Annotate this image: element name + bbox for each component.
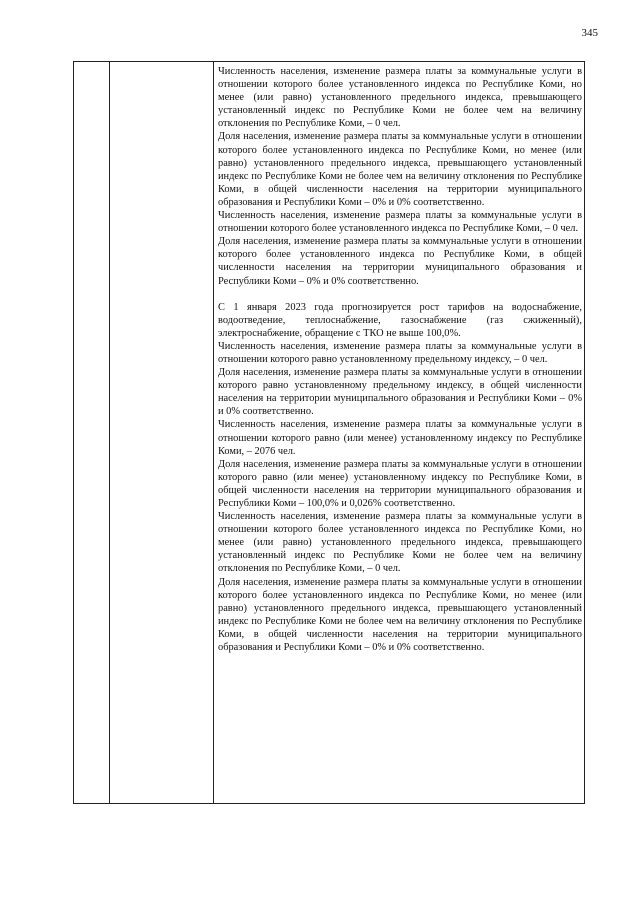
paragraph-population-share-within-index: Доля населения, изменение размера платы за коммунальные услуги в отношении которого равно (или менее) установленному индексу по Республике Коми, в общей численности населения на территории муниципального образования и Республики Коми – 100,0% и 0,026% соответственно. [218,458,582,509]
paragraph-tariff-forecast-2023: С 1 января 2023 года прогнозируется рост тарифов на водоснабжение, водоотведение, теплоснабжение, газоснабжение (газ сжиженный), электроснабжение, обращение с ТКО не выше 100,0%. [218,301,582,339]
column-divider-first [109,62,110,803]
column-divider-second [213,62,214,803]
page-number: 345 [581,27,598,39]
paragraph-population-share-above-index: Доля населения, изменение размера платы за коммунальные услуги в отношении которого более установленного индекса по Республике Коми, но менее (или равно) установленного предельного индекса, превышающего установленный индекс по Республике Коми не более чем на величину отклонения по Республике Коми, в общей численности населения на территории муниципального образования и Республики Коми – 0% и 0% соответственно. [218,131,582,208]
paragraph-population-share-above-limit: Доля населения, изменение размера платы за коммунальные услуги в отношении которого более установленного индекса по Республике Коми, в общей численности населения на территории муниципального образования и Республики Коми – 0% и 0% соответственно. [218,236,582,287]
paragraph-population-count-above-limit: Численность населения, изменение размера платы за коммунальные услуги в отношении которого более установленного индекса по Республике Коми, – 0 чел. [218,210,582,235]
document-table [73,61,585,804]
paragraph-population-count-above-index-2023: Численность населения, изменение размера платы за коммунальные услуги в отношении которого более установленного индекса по Республике Коми, но менее (или равно) установленного предельного индекса, превышающего установленный индекс по Республике Коми не более чем на величину отклонения по Республике Коми, – 0 чел. [218,511,582,575]
paragraph-population-share-above-index-2023: Доля населения, изменение размера платы за коммунальные услуги в отношении которого более установленного индекса по Республике Коми, но менее (или равно) установленного предельного индекса, превышающего установленный индекс по Республике Коми не более чем на величину отклонения по Республике Коми, в общей численности населения на территории муниципального образования и Республики Коми – 0% и 0% соответственно. [218,576,582,654]
paragraph-population-count-within-index: Численность населения, изменение размера платы за коммунальные услуги в отношении которого равно (или менее) установленному индексу по Республике Коми, – 2076 чел. [218,419,582,457]
paragraph-population-share-equal-limit: Доля населения, изменение размера платы за коммунальные услуги в отношении которого равно установленному предельному индексу, в общей численности населения на территории муниципального образования и Республики Коми – 0% и 0% соответственно. [218,367,582,418]
paragraph-population-count-above-index: Численность населения, изменение размера платы за коммунальные услуги в отношении которого более установленного индекса по Республике Коми, но менее (или равно) установленного предельного индекса, превышающего установленный индекс по Республике Коми не более чем на величину отклонения по Республике Коми, – 0 чел. [218,66,582,130]
table-cell-text [218,65,582,654]
paragraph-population-count-equal-limit: Численность населения, изменение размера платы за коммунальные услуги в отношении которого равно установленному предельному индексу, – 0 чел. [218,340,582,365]
